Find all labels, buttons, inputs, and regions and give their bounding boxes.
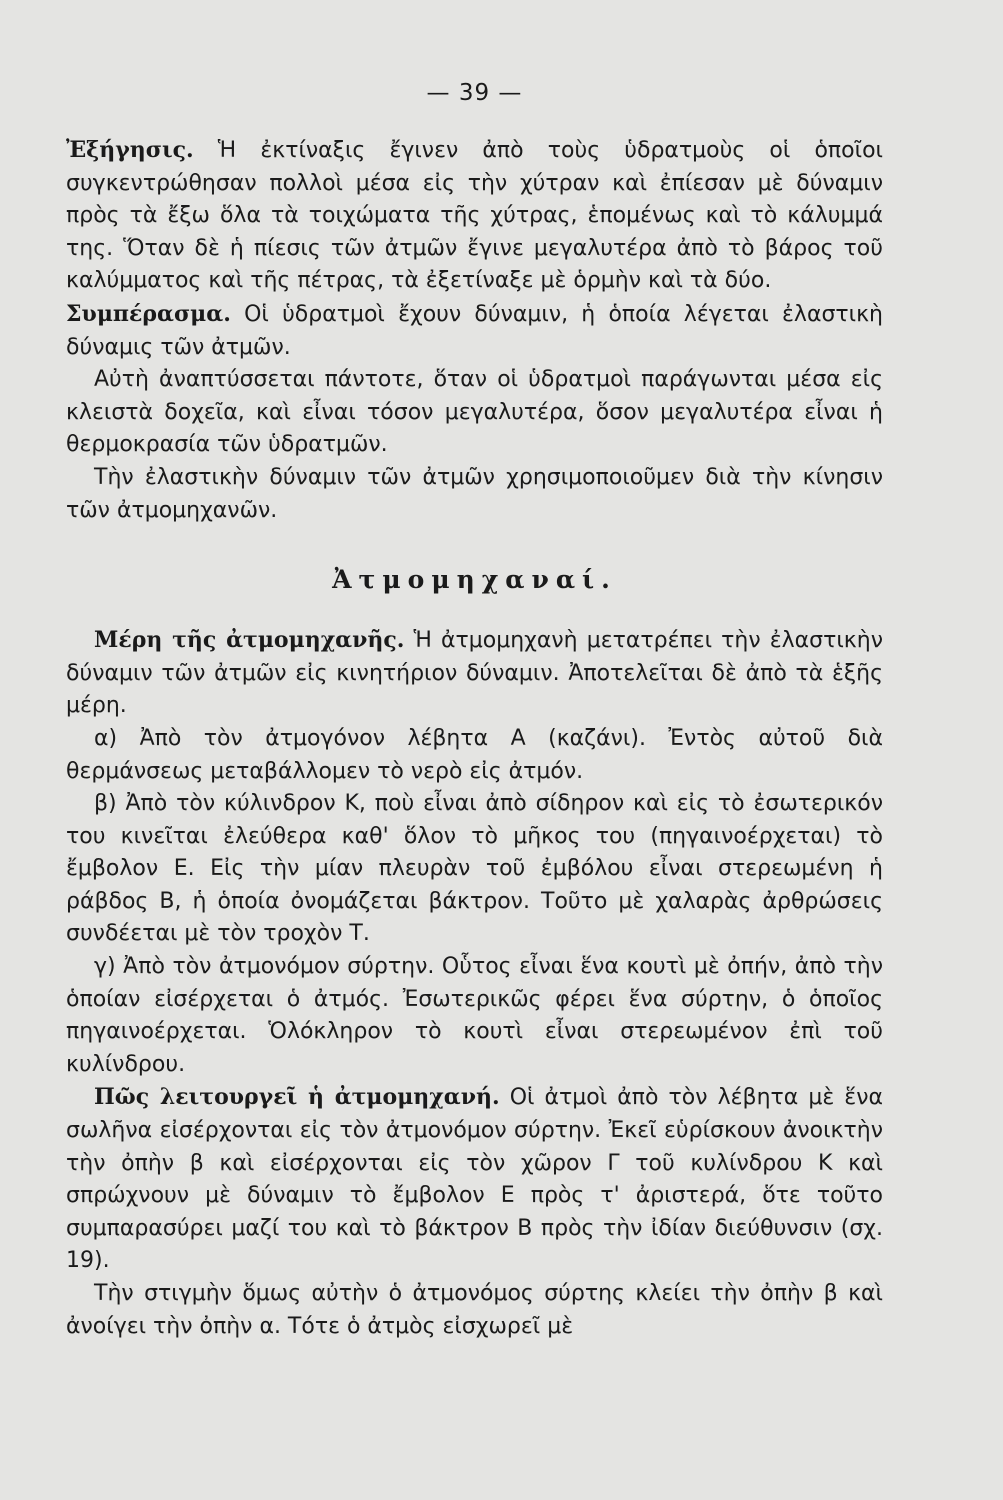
list-item-cylinder bbox=[66, 788, 883, 951]
paragraph-text: γ) Ἀπὸ τὸν ἀτμονόμον σύρτην. Οὗτος εἶναι ἕνα κουτὶ μὲ ὀπήν, ἀπὸ τὴν ὁποίαν εἰσέρχεται ὁ ἀτμός. Ἐσωτερικῶς φέρει ἕνα σύρτην, ὁ ὁποῖος πηγαινοέρχεται. Ὁλόκληρον τὸ κουτὶ εἶναι στερεωμένον ἐπὶ τοῦ κυλίνδρου. bbox=[66, 954, 883, 1077]
paragraph-lead: Πῶς λειτουργεῖ ἡ ἀτμομηχανή. bbox=[94, 1084, 500, 1111]
paragraph-engine-parts bbox=[66, 624, 883, 723]
paragraph-text: α) Ἀπὸ τὸν ἀτμογόνον λέβητα Α (καζάνι). Ἐντὸς αὐτοῦ διὰ θερμάνσεως μεταβάλλομεν τὸ νερὸ εἰς ἀτμόν. bbox=[66, 725, 883, 784]
paragraph-how-it-works bbox=[66, 1081, 883, 1278]
paragraph-text: Οἱ ὑδρατμοὶ ἔχουν δύναμιν, ἡ ὁποία λέγεται ἐλαστικὴ δύναμις τῶν ἀτμῶν. bbox=[66, 301, 883, 360]
page-number: — 39 — bbox=[426, 80, 523, 106]
paragraph-body bbox=[66, 462, 883, 527]
list-item-slide-valve bbox=[66, 951, 883, 1081]
paragraph-body bbox=[66, 364, 883, 462]
paragraph-lead: Ἐξήγησις. bbox=[66, 137, 194, 163]
paragraph-text: β) Ἀπὸ τὸν κύλινδρον Κ, ποὺ εἶναι ἀπὸ σίδηρον καὶ εἰς τὸ ἐσωτερικόν του κινεῖται ἐλεύθερα καθ' ὅλον τὸ μῆκος του (πηγαινοέρχεται) τὸ ἔμβολον Ε. Εἰς τὴν μίαν πλευρὰν τοῦ ἐμβόλου εἶναι στερεωμένη ἡ ράβδος Β, ἡ ὁποία ὀνομάζεται βάκτρον. Τοῦτο μὲ χαλαρὰς ἀρθρώσεις συνδέεται μὲ τὸν τροχὸν Τ. bbox=[66, 791, 883, 947]
section-heading: Ἀτμομηχαναί. bbox=[332, 565, 617, 595]
paragraph-text: Οἱ ἀτμοὶ ἀπὸ τὸν λέβητα μὲ ἕνα σωλῆνα εἰσέρχονται εἰς τὸν ἀτμονόμον σύρτην. Ἐκεῖ εὑρίσκουν ἀνοικτὴν τὴν ὀπὴν β καὶ εἰσέρχονται εἰς τὸν χῶρον Γ τοῦ κυλίνδρου Κ καὶ σπρώχνουν μὲ δύναμιν τὸ ἔμβολον Ε πρὸς τ' ἀριστερά, ὅτε τοῦτο συμπαρασύρει μαζί του καὶ τὸ βάκτρον Β πρὸς τὴν ἰδίαν διεύθυνσιν (σχ. 19). bbox=[66, 1085, 883, 1274]
paragraph-text: Τὴν στιγμὴν ὅμως αὐτὴν ὁ ἀτμονόμος σύρτης κλείει τὴν ὀπὴν β καὶ ἀνοίγει τὴν ὀπὴν α. Τότε ὁ ἀτμὸς εἰσχωρεῖ μὲ bbox=[66, 1281, 883, 1339]
paragraph-body bbox=[66, 1278, 883, 1343]
paragraph-text: Τὴν ἐλαστικὴν δύναμιν τῶν ἀτμῶν χρησιμοποιοῦμεν διὰ τὴν κίνησιν τῶν ἀτμομηχανῶν. bbox=[66, 464, 883, 523]
list-item-boiler bbox=[66, 723, 883, 788]
paragraph-lead: Συμπέρασμα. bbox=[66, 300, 231, 327]
paragraph-explanation bbox=[66, 134, 883, 298]
paragraph-conclusion bbox=[66, 298, 883, 364]
paragraph-text: Ἡ ἀτμομηχανὴ μετατρέπει τὴν ἐλαστικὴν δύναμιν τῶν ἀτμῶν εἰς κινητήριον δύναμιν. Ἀποτελεῖται δὲ ἀπὸ τὰ ἑξῆς μέρη. bbox=[66, 628, 883, 719]
paragraph-lead: Μέρη τῆς ἀτμομηχανῆς. bbox=[94, 627, 405, 654]
paragraph-text: Ἡ ἐκτίναξις ἔγινεν ἀπὸ τοὺς ὑδρατμοὺς οἱ ὁποῖοι συγκεντρώθησαν πολλοὶ μέσα εἰς τὴν χύτραν καὶ ἐπίεσαν μὲ δύναμιν πρὸς τὰ ἔξω ὅλα τὰ τοιχώματα τῆς χύτρας, ἑπομένως καὶ τὸ κάλυμμά της. Ὅταν δὲ ἡ πίεσις τῶν ἀτμῶν ἔγινε μεγαλυτέρα ἀπὸ τὸ βάρος τοῦ καλύμματος καὶ τῆς πέτρας, τὰ ἐξετίναξε μὲ ὁρμὴν καὶ τὰ δύο. bbox=[66, 138, 883, 294]
paragraph-text: Αὐτὴ ἀναπτύσσεται πάντοτε, ὅταν οἱ ὑδρατμοὶ παράγωνται μέσα εἰς κλειστὰ δοχεῖα, καὶ εἶναι τόσον μεγαλυτέρα, ὅσον μεγαλυτέρα εἶναι ἡ θερμοκρασία τῶν ὑδρατμῶν. bbox=[66, 367, 883, 458]
